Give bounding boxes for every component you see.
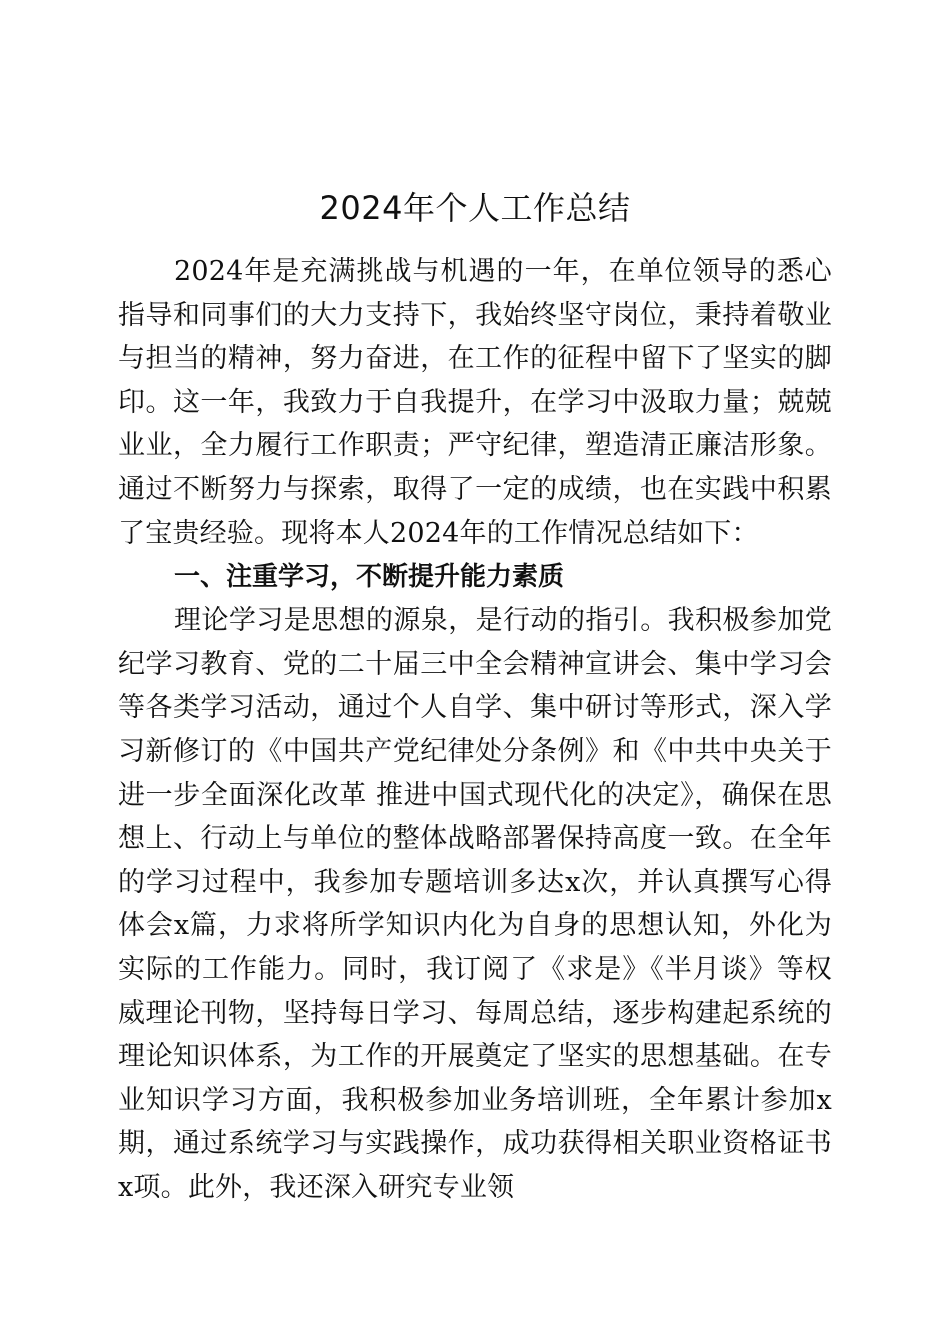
document-title: 2024年个人工作总结	[319, 189, 631, 227]
section-heading-1: 一、注重学习，不断提升能力素质	[174, 562, 565, 593]
document-body	[118, 176, 832, 1209]
section-1-paragraph: 理论学习是思想的源泉，是行动的指引。我积极参加党纪学习教育、党的二十届三中全会精神宣讲会、集中学习会等各类学习活动，通过个人自学、集中研讨等形式，深入学习新修订的《中国共产党纪律处分条例》和《中共中央关于进一步全面深化改革 推进中国式现代化的决定》，确保在思想上、行动上与单位的整体战略部署保持高度一致。在全年的学习过程中，我参加专题培训多达x次，并认真撰写心得体会x篇，力求将所学知识内化为自身的思想认知，外化为实际的工作能力。同时，我订阅了《求是》《半月谈》等权威理论刊物，坚持每日学习、每周总结，逐步构建起系统的理论知识体系，为工作的开展奠定了坚实的思想基础。在专业知识学习方面，我积极参加业务培训班，全年累计参加x期，通过系统学习与实践操作，成功获得相关职业资格证书x项。此外，我还深入研究专业领	[118, 605, 832, 1203]
intro-paragraph: 2024年是充满挑战与机遇的一年，在单位领导的悉心指导和同事们的大力支持下，我始终坚守岗位，秉持着敬业与担当的精神，努力奋进，在工作的征程中留下了坚实的脚印。这一年，我致力于自我提升，在学习中汲取力量；兢兢业业，全力履行工作职责；严守纪律，塑造清正廉洁形象。通过不断努力与探索，取得了一定的成绩，也在实践中积累了宝贵经验。现将本人2024年的工作情况总结如下：	[118, 256, 832, 549]
